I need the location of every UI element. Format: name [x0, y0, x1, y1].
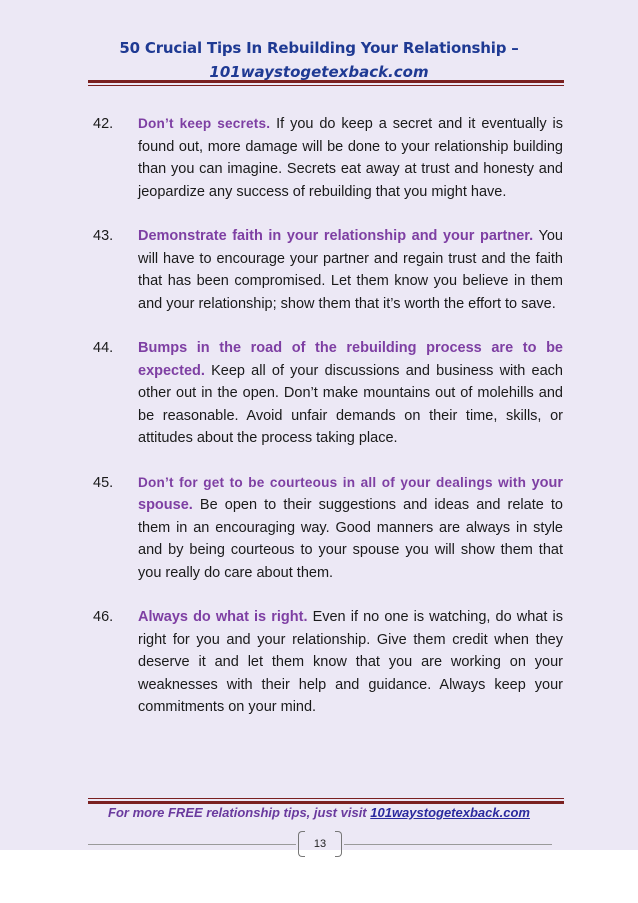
- tip-heading: Always do what is right.: [138, 609, 308, 625]
- tip-body: Be open to their suggestions and ideas and relate to them in an encouraging way. Good manners are always in style and by being courteous to your spouse you will show them that you really do care about them.: [138, 497, 563, 581]
- tip-heading-part-1: Don’t for get to be courteous in all of your dealings with: [138, 474, 527, 490]
- page-number: 13: [313, 838, 327, 850]
- tip-number: 43.: [93, 228, 114, 244]
- footer-rule: [88, 801, 564, 804]
- tip-body: Keep all of your discussions and business with each other out in the open. Don’t make mountains out of molehills and be reasonable. Avoid unfair demands on their time, skills, or attitudes about the process taking place.: [138, 362, 563, 446]
- page-number-rule-right: [344, 844, 552, 845]
- tip-item-42: [93, 113, 563, 203]
- tip-body: Even if no one is watching, do what is right for you and your relationship. Give them credit when they deserve it and let them know that you are working on your weaknesses with their help and guidance. Always keep your commitments on your mind.: [138, 609, 563, 715]
- bracket-left-icon: [298, 831, 305, 857]
- tip-item-43: [93, 225, 563, 315]
- tip-body: If you do keep a secret and it eventually is found out, more damage will be done to your relationship building than you can imagine. Secrets eat away at trust and honesty and jeopardize any success of rebuilding that you might have.: [138, 116, 563, 200]
- page-header: [0, 36, 638, 84]
- page-footer: [0, 805, 638, 820]
- tip-item-45: [93, 472, 563, 585]
- page-number-box: [298, 831, 342, 857]
- header-rule-thin: [88, 85, 564, 86]
- footer-text: For more FREE relationship tips, just visit: [108, 805, 371, 820]
- footer-rule-thin: [88, 798, 564, 799]
- page-number-rule-left: [88, 844, 296, 845]
- tips-list: [93, 113, 563, 741]
- tip-body: You will have to encourage your partner and regain trust and the faith that has been compromised. Let them know you believe in them and your relationship; show them that it’s worth the effort to save.: [138, 228, 563, 312]
- tip-item-44: [93, 337, 563, 450]
- header-site: 101waystogetexback.com: [209, 63, 429, 81]
- tip-heading: Bumps in the road of the rebuilding process are to be expected.: [138, 340, 563, 379]
- tip-number: 45.: [93, 474, 114, 491]
- tip-number: 46.: [93, 609, 114, 625]
- tip-heading: Demonstrate faith in your relationship and your partner.: [138, 228, 534, 244]
- bracket-right-icon: [335, 831, 342, 857]
- tip-heading-part-2: your spouse.: [138, 474, 563, 513]
- footer-link[interactable]: 101waystogetexback.com: [370, 805, 530, 820]
- header-rule: [88, 80, 564, 83]
- tip-number: 42.: [93, 116, 114, 132]
- tip-heading: Don’t keep secrets.: [138, 116, 271, 131]
- tip-item-46: [93, 606, 563, 719]
- tip-number: 44.: [93, 340, 114, 356]
- header-title: 50 Crucial Tips In Rebuilding Your Relationship –: [119, 39, 519, 57]
